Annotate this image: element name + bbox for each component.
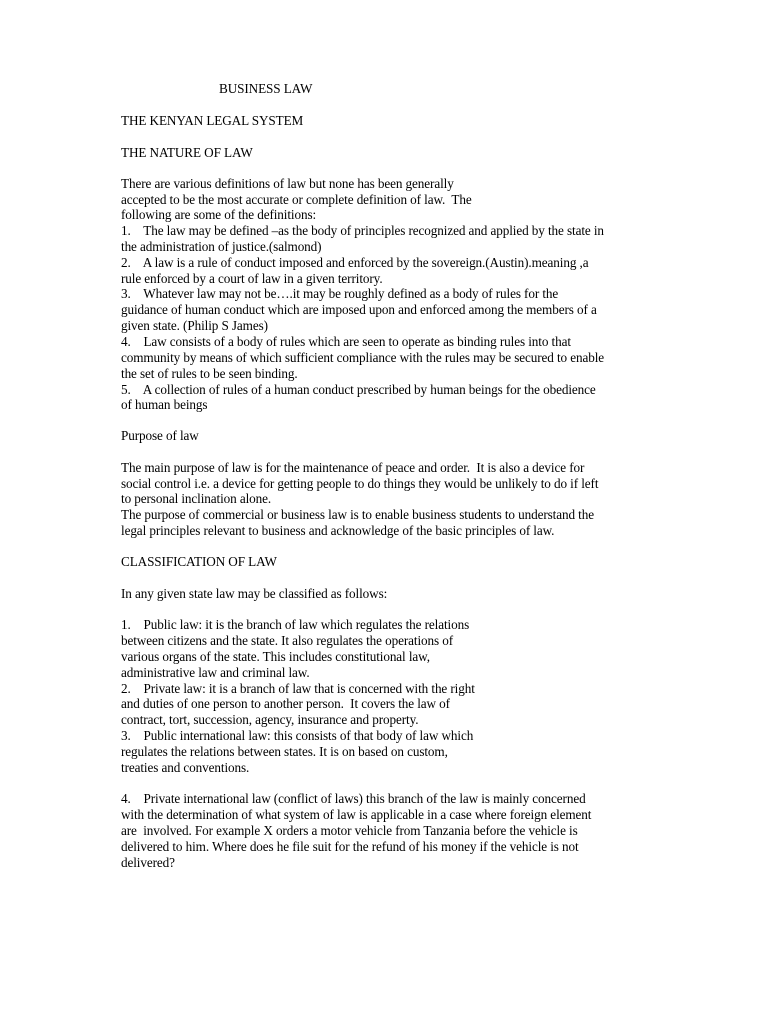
section-heading-nature: THE NATURE OF LAW [121, 145, 253, 160]
section-heading-purpose: Purpose of law [121, 428, 199, 443]
classification-line: and duties of one person to another person. It covers the law of [121, 696, 450, 711]
classification-line: 3. Public international law: this consists of that body of law which [121, 728, 474, 743]
definition-line: guidance of human conduct which are imposed upon and enforced among the members of a [121, 302, 597, 317]
section-heading-classification: CLASSIFICATION OF LAW [121, 554, 277, 569]
definition-line: of human beings [121, 397, 208, 412]
definition-line: community by means of which sufficient compliance with the rules may be secured to enable [121, 350, 605, 365]
text-line: accepted to be the most accurate or complete definition of law. The [121, 192, 472, 207]
definition-line: 1. The law may be defined –as the body of principles recognized and applied by the state in [121, 223, 604, 238]
definition-line: 2. A law is a rule of conduct imposed and enforced by the sovereign.(Austin).meaning ,a [121, 255, 589, 270]
classification-line: 1. Public law: it is the branch of law which regulates the relations [121, 617, 470, 632]
text-line: There are various definitions of law but none has been generally [121, 176, 454, 191]
classification-line: treaties and conventions. [121, 760, 250, 775]
classification-line: 4. Private international law (conflict of laws) this branch of the law is mainly concerned [121, 791, 586, 806]
classification-intro: In any given state law may be classified as follows: [121, 586, 388, 601]
text-line: legal principles relevant to business and acknowledge of the basic principles of law. [121, 523, 555, 538]
classification-line: delivered? [121, 855, 175, 870]
definition-line: 3. Whatever law may not be….it may be roughly defined as a body of rules for the [121, 286, 559, 301]
classification-line: administrative law and criminal law. [121, 665, 310, 680]
classification-line: with the determination of what system of law is applicable in a case where foreign element [121, 807, 592, 822]
text-line: social control i.e. a device for getting people to do things they would be unlikely to do if left [121, 476, 599, 491]
classification-line: contract, tort, succession, agency, insurance and property. [121, 712, 419, 727]
text-line: The main purpose of law is for the maintenance of peace and order. It is also a device for [121, 460, 585, 475]
definition-line: the administration of justice.(salmond) [121, 239, 322, 254]
classification-line: 2. Private law: it is a branch of law that is concerned with the right [121, 681, 475, 696]
definition-line: 4. Law consists of a body of rules which are seen to operate as binding rules into that [121, 334, 571, 349]
document-title: BUSINESS LAW [219, 81, 313, 96]
text-line: following are some of the definitions: [121, 207, 317, 222]
classification-line: are involved. For example X orders a motor vehicle from Tanzania before the vehicle is [121, 823, 578, 838]
definition-line: rule enforced by a court of law in a given territory. [121, 271, 383, 286]
classification-line: regulates the relations between states. It is on based on custom, [121, 744, 448, 759]
text-line: The purpose of commercial or business law is to enable business students to understand the [121, 507, 594, 522]
definition-line: the set of rules to be seen binding. [121, 366, 298, 381]
classification-line: delivered to him. Where does he file suit for the refund of his money if the vehicle is not [121, 839, 579, 854]
text-line: to personal inclination alone. [121, 491, 272, 506]
classification-line: between citizens and the state. It also regulates the operations of [121, 633, 454, 648]
definition-line: 5. A collection of rules of a human conduct prescribed by human beings for the obedience [121, 382, 596, 397]
definition-line: given state. (Philip S James) [121, 318, 268, 333]
document-subtitle: THE KENYAN LEGAL SYSTEM [121, 113, 304, 128]
classification-line: various organs of the state. This includes constitutional law, [121, 649, 430, 664]
